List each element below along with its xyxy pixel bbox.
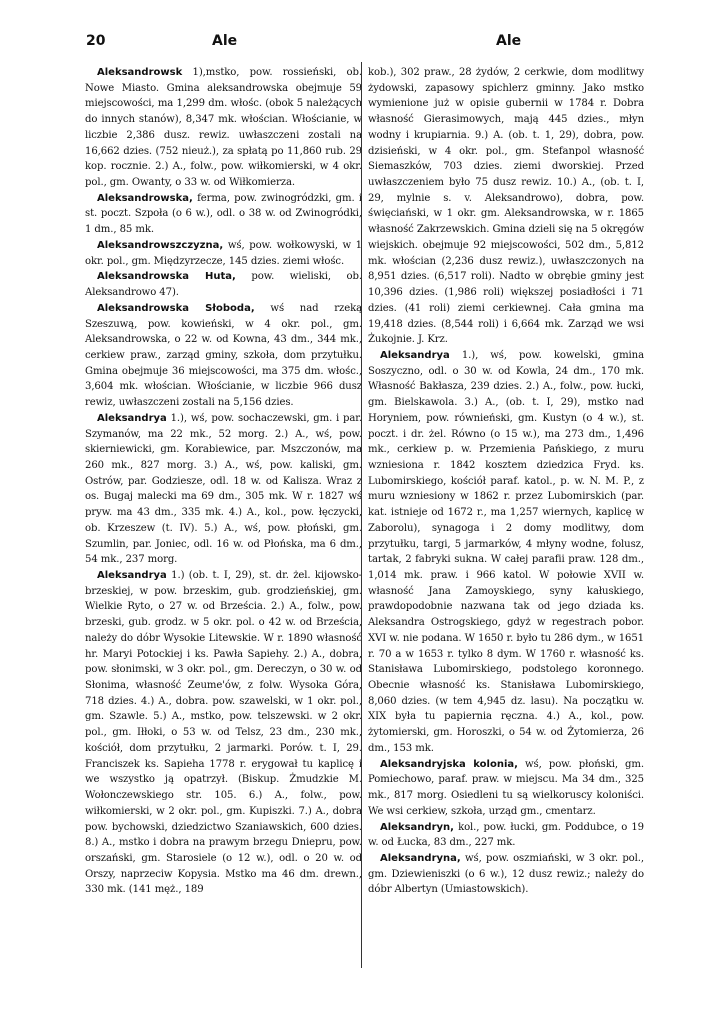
dictionary-entry <box>85 301 362 411</box>
dictionary-entry <box>368 348 644 757</box>
dictionary-entry <box>368 757 644 820</box>
right-column <box>368 65 644 898</box>
dictionary-entry <box>85 65 362 191</box>
entry-headword: Aleksandrya <box>97 570 167 581</box>
entry-headword: Aleksandrowska Słoboda, <box>97 302 255 314</box>
entry-headword: Aleksandrowszczyzna, <box>97 239 224 251</box>
entry-text: 1.), wś, pow. sochaczewski, gm. i par. Szymanów, ma 22 mk., 52 morg. 2.) A., wś, pow. skierniewicki, gm. Korabiewice, par. Mszczonów, ma 260 mk., 827 morg. 3.) A., wś, pow. kaliski, gm. Ostrów, par. Godziesze, odl. 18 w. od Kalisza. Wraz z os. Bugaj malecki ma 69 dm., 305 mk. W r. 1827 wś pryw. ma 43 dm., 335 mk. 4.) A., kol., pow. łęczycki, ob. Krzeszew (t. IV). 5.) A., wś, pow. płoński, gm. Szumlin, par. Joniec, odl. 16 w. od Płońska, ma 6 dm., 54 mk., 237 morg. <box>85 412 362 566</box>
entry-headword: Aleksandryna, <box>380 852 461 864</box>
entry-text: 1.) (ob. t. I, 29), st. dr. żel. kijowsko-brzeskiej, w pow. brzeskim, gub. grodzieńskiej, gm. Wielkie Ryto, o 27 w. od Brześcia. 2.) A., folw., pow. brzeski, gub. grodz. w 5 okr. pol. o 42 w. od Brześcia, należy do dóbr Wysokie Litewskie. W r. 1890 własność hr. Maryi Potockiej i ks. Pawła Sapiehy. 2.) A., dobra, pow. słonimski, w 3 okr. pol., gm. Dereczyn, o 30 w. od Słonima, własność Zeume'ów, z folw. Wysoka Góra, 718 dzies. 4.) A., dobra. pow. szawelski, w 1 okr. pol., gm. Szawle. 5.) A., mstko, pow. telszewski. w 2 okr. pol., gm. Iłłoki, o 53 w. od Telsz, 23 dm., 230 mk., kościół, dom przytułku, 2 jarmarki. Porów. t. I, 29. Franciszek ks. Sapieha 1778 r. erygował tu kaplicę i we wszystko ją opatrzył. (Biskup. Żmudzkie M. Wołonczewskiego str. 105. 6.) A., folw., pow. wiłkomierski, w 2 okr. pol., gm. Kupiszki. 7.) A., dobra pow. bychowski, dziedzictwo Szaniawskich, 600 dzies. 8.) A., mstko i dobra na prawym brzegu Dniepru, pow. orszański, gm. Starosiele (o 12 w.), odl. o 20 w. od Orszy, naprzeciw Kopysia. Mstko ma 46 dm. drewn., 330 mk. (141 męż., 189 <box>85 570 362 896</box>
entry-text: 1.), wś, pow. kowelski, gmina Soszyczno, odl. o 30 w. od Kowla, 24 dm., 170 mk. Własność Bakłasza, 239 dzies. 2.) A., folw., pow. łucki, gm. Bielskawola. 3.) A., (ob. t. I, 29), mstko nad Horyniem, pow. równieński, gm. Kustyn (o 4 w.), st. poczt. i dr. żel. Równo (o 15 w.), ma 273 dm., 1,496 mk., cerkiew p. w. Przemienia Pańskiego, z muru wzniesiona r. 1842 kosztem dziedzica Fryd. ks. Lubomirskiego, kościół paraf. katol., p. w. N. M. P., z muru wzniesiony w 1862 r. przez Lubomirskich (par. kat. istnieje od 1672 r., ma 1,257 wiernych, kaplicę w Zaborolu), synagoga i 2 domy modlitwy, dom przytułku, targi, 5 jarmarków, 4 młyny wodne, folusz, tartak, 2 fabryki sukna. W całej parafii praw. 128 dm., 1,014 mk. praw. i 966 katol. W połowie XVII w. własność Jana Zamoyskiego, syny kałuskiego, prawdopodobnie nazwana tak od jego dziada ks. Aleksandra Ostrogskiego, gdyż w regestrach pobor. XVI w. nie podana. W 1650 r. było tu 286 dym., w 1651 r. 70 a w 1653 r. tylko 8 dym. W 1760 r. własność ks. Stanisława Lubomirskiego, podstolego koronnego. Obecnie własność ks. Stanisława Lubomirskiego, 8,060 dzies. (w tem 4,945 dz. lasu). Na początku w. XIX była tu papiernia ręczna. 4.) A., kol., pow. żytomierski, gm. Horoszki, o 54 w. od Żytomierza, 26 dm., 153 mk. <box>368 349 645 754</box>
dictionary-entry <box>85 238 362 269</box>
running-head-left: Ale <box>212 33 238 49</box>
dictionary-entry <box>85 411 362 568</box>
dictionary-entry <box>85 269 362 300</box>
entry-headword: Aleksandrowsk <box>97 67 183 78</box>
entry-text: ferma, pow. zwinogródzki, gm. i st. poczt. Szpoła (o 6 w.), odl. o 38 w. od Zwinogródki, 1 dm., 85 mk. <box>85 192 362 236</box>
dictionary-entry <box>85 191 362 238</box>
page-number: 20 <box>86 33 106 49</box>
entry-headword: Aleksandrya <box>97 412 167 424</box>
entry-text: 1),mstko, pow. rossieński, ob. Nowe Miasto. Gmina aleksandrowska obejmuje 59 miejscowości, ma 1,299 dm. włośc. (obok 5 należących do innych stanów), 8,347 mk. włościan. Włościanie, w liczbie 2,386 dusz. rewiz. uwłaszczeni zostali na 16,662 dzies. (752 nieuż.), za spłatą po 11,860 rub. 29 kop. rocznie. 2.) A., folw., pow. wiłkomierski, w 4 okr. pol., gm. Owanty, o 33 w. od Wiłkomierza. <box>85 67 362 189</box>
dictionary-entry <box>368 820 644 851</box>
entry-text: wś, pow. płoński, gm. Pomiechowo, paraf. praw. w miejscu. Ma 34 dm., 325 mk., 817 morg. Osiedleni tu są wielkoruscy koloniści. We wsi cerkiew, szkoła, urząd gm., cmentarz. <box>368 758 644 817</box>
dictionary-entry <box>368 65 644 348</box>
entry-text: wś nad rzeką Szeszuwą, pow. kowieński, w 4 okr. pol., gm. Aleksandrowska, o 22 w. od Kowna, 43 dm., 344 mk., cerkiew praw., zarząd gminy, szkoła, dom przytułku. Gmina obejmuje 36 miejscowości, ma 375 dm. włośc., 3,604 mk. włościan. Włościanie, w liczbie 966 dusz rewiz, uwłaszczeni zostali na 5,156 dzies. <box>85 302 363 409</box>
dictionary-entry <box>85 568 362 898</box>
entry-text: wś, pow. oszmiański, w 3 okr. pol., gm. Dziewieniszki (o 6 w.), 12 dusz rewiz.; należy do dóbr Albertyn (Umiastowskich). <box>368 852 645 896</box>
entry-text: kob.), 302 praw., 28 żydów, 2 cerkwie, dom modlitwy żydowski, zapasowy spichlerz gminny. Jako mstko wymienione już w opisie gubernii w 1784 r. Dobra własność Gierasimowych, mają 445 dzies., młyn wodny i krupiarnia. 9.) A. (ob. t. 1, 29), dobra, pow. dzisieński, w 4 okr. pol., gm. Stefanpol własność Siemaszków, 703 dzies. ziemi dworskiej. Przed uwłaszczeniem było 75 dusz rewiz. 10.) A., (ob. t. I, 29, mylnie s. v. Aleksandrowo), dobra, pow. święciański, w 1 okr. gm. Aleksandrowska, w r. 1865 własność Zakrzewskich. Gmina dzieli się na 5 okręgów wiejskich. obejmuje 92 miejscowości, 502 dm., 5,812 mk. włościan (2,236 dusz rewiz.), uwłaszczonych na 8,951 dzies. (6,517 roli). Nadto w obrębie gminy jest 10,396 dzies. (1,986 roli) większej posiadłości i 71 dzies. (41 roli) ziemi cerkiewnej. Cała gmina ma 19,418 dzies. (8,544 roli) i 6,664 mk. Zarząd we wsi Żukojnie. J. Krz. <box>368 67 644 346</box>
entry-headword: Aleksandryn, <box>380 821 454 833</box>
dictionary-entry <box>368 851 644 898</box>
entry-headword: Aleksandryjska kolonia, <box>380 758 518 770</box>
entry-headword: Aleksandrowska, <box>97 192 193 204</box>
entry-text: kol., pow. łucki, gm. Poddubce, o 19 w. od Łucka, 83 dm., 227 mk. <box>368 821 645 849</box>
entry-text: wś, pow. wołkowyski, w 1 okr. pol., gm. Międzyrzecze, 145 dzies. ziemi włośc. <box>85 239 362 267</box>
entry-text: pow. wieliski, ob. Aleksandrowo 47). <box>85 271 363 299</box>
column-divider <box>361 62 362 968</box>
left-column <box>85 65 362 898</box>
entry-headword: Aleksandrya <box>380 349 450 361</box>
entry-headword: Aleksandrowska Huta, <box>97 271 236 283</box>
running-head-right: Ale <box>496 33 522 49</box>
